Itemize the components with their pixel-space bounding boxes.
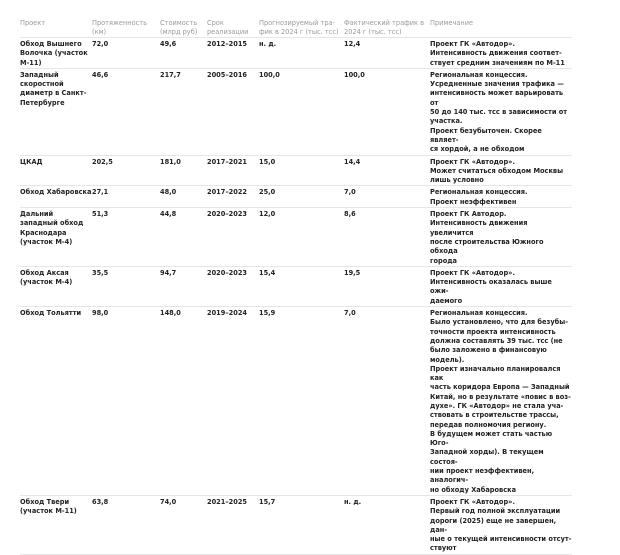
cell-note: Проект ГК «Автодор». Может считаться обходом Москвы лишь условно [430, 157, 564, 185]
cell-term: 2020–2023 [207, 210, 248, 219]
cell-term: 2021–2025 [207, 497, 248, 506]
roads-table [20, 19, 572, 555]
cell-forecast: 25,0 [259, 188, 276, 197]
cell-note: Региональная концессия. Усредненные значения трафика — интенсивность может варьировать от 50 до 140 тыс. тсс в зависимости от участка. Проект безубыточен. Скорее являет- ся хордой, а не обходом [430, 70, 568, 154]
cell-length: 72,0 [92, 40, 109, 48]
table-row [20, 38, 572, 69]
cell-note: Проект ГК «Автодор». Интенсивность оказалась выше ожи- даемого [430, 268, 552, 305]
header-cost: Стоимость (млрд руб) [160, 19, 198, 37]
table-header [20, 19, 572, 38]
cell-term: 2017–2021 [207, 157, 248, 166]
header-forecast: Прогнозируемый тра- фик в 2024 г (тыс. тсс) [259, 19, 339, 37]
cell-actual: н. д. [344, 497, 362, 506]
header-project: Проект [20, 19, 46, 27]
cell-cost: 44,8 [160, 210, 177, 219]
cell-forecast: 15,9 [259, 309, 276, 318]
cell-length: 63,8 [92, 497, 109, 506]
cell-forecast: 100,0 [259, 70, 280, 79]
cell-length: 98,0 [92, 309, 109, 318]
cell-term: 2017–2022 [207, 188, 248, 197]
cell-length: 46,6 [92, 70, 109, 79]
table-row [20, 307, 572, 496]
cell-cost: 148,0 [160, 309, 181, 318]
table-row [20, 69, 572, 156]
header-term: Срок реализации [207, 19, 249, 37]
cell-forecast: 15,7 [259, 497, 276, 506]
cell-project: Обход Вышнего Волочка (участок М-11) [20, 40, 88, 67]
cell-forecast: н. д. [259, 40, 277, 48]
cell-actual: 7,0 [344, 309, 356, 318]
cell-length: 202,5 [92, 157, 113, 166]
cell-note: Региональная концессия. Проект неэффективен [430, 188, 528, 206]
cell-length: 51,3 [92, 210, 109, 219]
header-note: Примечание [430, 19, 474, 27]
cell-length: 35,5 [92, 268, 109, 277]
cell-cost: 94,7 [160, 268, 177, 277]
cell-cost: 181,0 [160, 157, 181, 166]
cell-actual: 8,6 [344, 210, 356, 219]
cell-term: 2019–2024 [207, 309, 248, 318]
cell-term: 2005–2016 [207, 70, 248, 79]
cell-length: 27,1 [92, 188, 109, 197]
cell-term: 2020–2023 [207, 268, 248, 277]
cell-actual: 14,4 [344, 157, 361, 166]
cell-forecast: 15,4 [259, 268, 276, 277]
cell-note: Проект ГК Автодор. Интенсивность движения увеличится после строительства Южного обхода города [430, 210, 544, 265]
cell-actual: 7,0 [344, 188, 356, 197]
cell-note: Проект ГК «Автодор». Интенсивность движения соответ- ствует средним значениям по М-11 [430, 40, 565, 67]
cell-project: Обход Тольятти [20, 309, 82, 318]
header-length: Протяженность (км) [92, 19, 147, 37]
cell-actual: 12,4 [344, 40, 361, 48]
cell-project: Западный скоростной диаметр в Санкт- Петербурге [20, 70, 87, 107]
cell-actual: 19,5 [344, 268, 361, 277]
cell-forecast: 12,0 [259, 210, 276, 219]
header-actual: Фактический трафик в 2024 г (тыс. тсс) [344, 19, 425, 37]
table-row [20, 496, 572, 555]
cell-cost: 74,0 [160, 497, 177, 506]
table-row [20, 208, 572, 267]
cell-term: 2012–2015 [207, 40, 248, 48]
table-row [20, 267, 572, 307]
cell-note: Проект ГК «Автодор». Первый год полной эксплуатации дороги (2025) еще не завершен, дан- ные о текущей интенсивности отсут- ствуют [430, 497, 572, 553]
cell-note: Региональная концессия. Было установлено, что для безубы- точности проекта интенсивность должна составлять 39 тыс. тсс (не было заложено в финансовую модель). Проект изначально планировался как часть коридора Европа — Западный Китай, но в результате «повис в воз- духе». ГК «Автодор» не стала уча- ствовать в строительстве трассы, передав полномочия региону. В будущем может стать частью Юго- Западной хорды). В текущем состоя- нии проект неэффективен, аналогич- но обходу Хабаровска [430, 309, 571, 494]
cell-cost: 217,7 [160, 70, 181, 79]
table-row [20, 156, 572, 187]
cell-forecast: 15,0 [259, 157, 276, 166]
cell-actual: 100,0 [344, 70, 365, 79]
cell-project: Обход Хабаровска [20, 188, 92, 197]
cell-project: Обход Аксая (участок М-4) [20, 268, 73, 287]
cell-project: ЦКАД [20, 157, 43, 166]
cell-cost: 48,0 [160, 188, 177, 197]
cell-project: Обход Твери (участок М-11) [20, 497, 77, 516]
cell-project: Дальний западный обход Краснодара (участок М-4) [20, 210, 84, 246]
cell-cost: 49,6 [160, 40, 177, 48]
table-row [20, 186, 572, 208]
